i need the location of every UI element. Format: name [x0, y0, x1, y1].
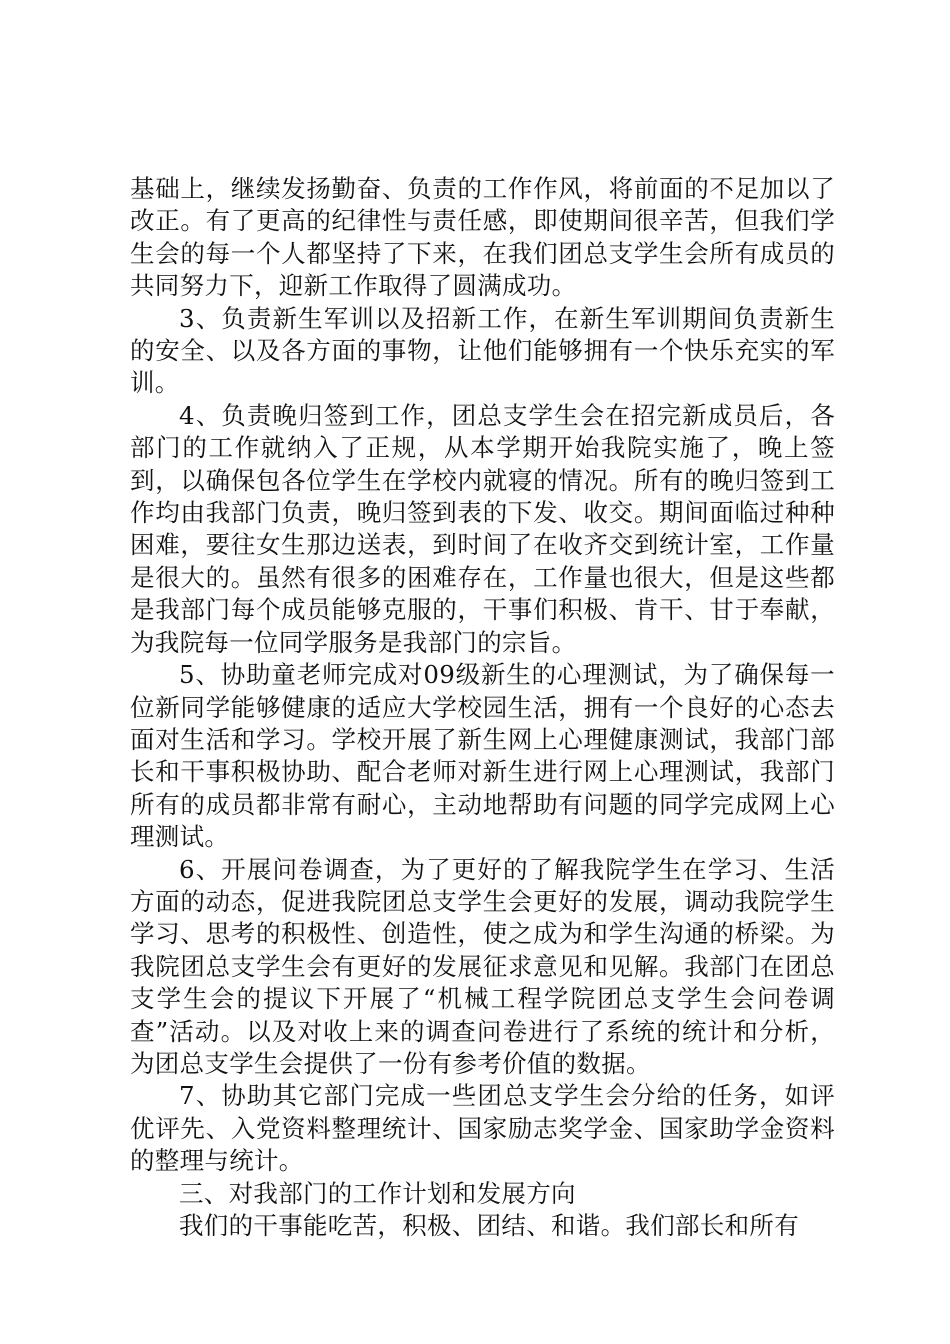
- paragraph-continuation: 基础上，继续发扬勤奋、负责的工作作风，将前面的不足加以了改正。有了更高的纪律性与责任感，即使期间很辛苦，但我们学生会的每一个人都坚持了下来，在我们团总支学生会所有成员的共同努力下，迎新工作取得了圆满成功。: [130, 174, 835, 301]
- section-heading-3: 三、对我部门的工作计划和发展方向: [179, 1178, 576, 1208]
- paragraph-item-6: 6、开展问卷调查，为了更好的了解我院学生在学习、生活方面的动态，促进我院团总支学生会更好的发展，调动我院学生学习、思考的积极性、创造性，使之成为和学生沟通的桥梁。为我院团总支学生会有更好的发展征求意见和见解。我部门在团总支学生会的提议下开展了“机械工程学院团总支学生会问卷调查”活动。以及对收上来的调查问卷进行了系统的统计和分析，为团总支学生会提供了一份有参考价值的数据。: [130, 854, 836, 1078]
- paragraph-item-5: 5、协助童老师完成对09级新生的心理测试，为了确保每一位新同学能够健康的适应大学校园生活，拥有一个良好的心态去面对生活和学习。学校开展了新生网上心理健康测试，我部门部长和干事积极协助、配合老师对新生进行网上心理测试，我部门所有的成员都非常有耐心，主动地帮助有问题的同学完成网上心理测试。: [130, 660, 835, 852]
- document-body: [130, 173, 835, 1242]
- paragraph-item-4: 4、负责晚归签到工作，团总支学生会在招完新成员后，各部门的工作就纳入了正规，从本学期开始我院实施了，晚上签到，以确保包各位学生在学校内就寝的情况。所有的晚归签到工作均由我部门负责，晚归签到表的下发、收交。期间面临过种种困难，要往女生那边送表，到时间了在收齐交到统计室，工作量是很大的。虽然有很多的困难存在，工作量也很大，但是这些都是我部门每个成员能够克服的，干事们积极、肯干、甘于奉献，为我院每一位同学服务是我部门的宗旨。: [130, 400, 835, 657]
- paragraph-plan: 我们的干事能吃苦，积极、团结、和谐。我们部长和所有: [179, 1211, 799, 1240]
- paragraph-item-7: 7、协助其它部门完成一些团总支学生会分给的任务，如评优评先、入党资料整理统计、国家励志奖学金、国家助学金资料的整理与统计。: [130, 1081, 835, 1176]
- paragraph-item-3: 3、负责新生军训以及招新工作，在新生军训期间负责新生的安全、以及各方面的事物，让他们能够拥有一个快乐充实的军训。: [130, 303, 835, 398]
